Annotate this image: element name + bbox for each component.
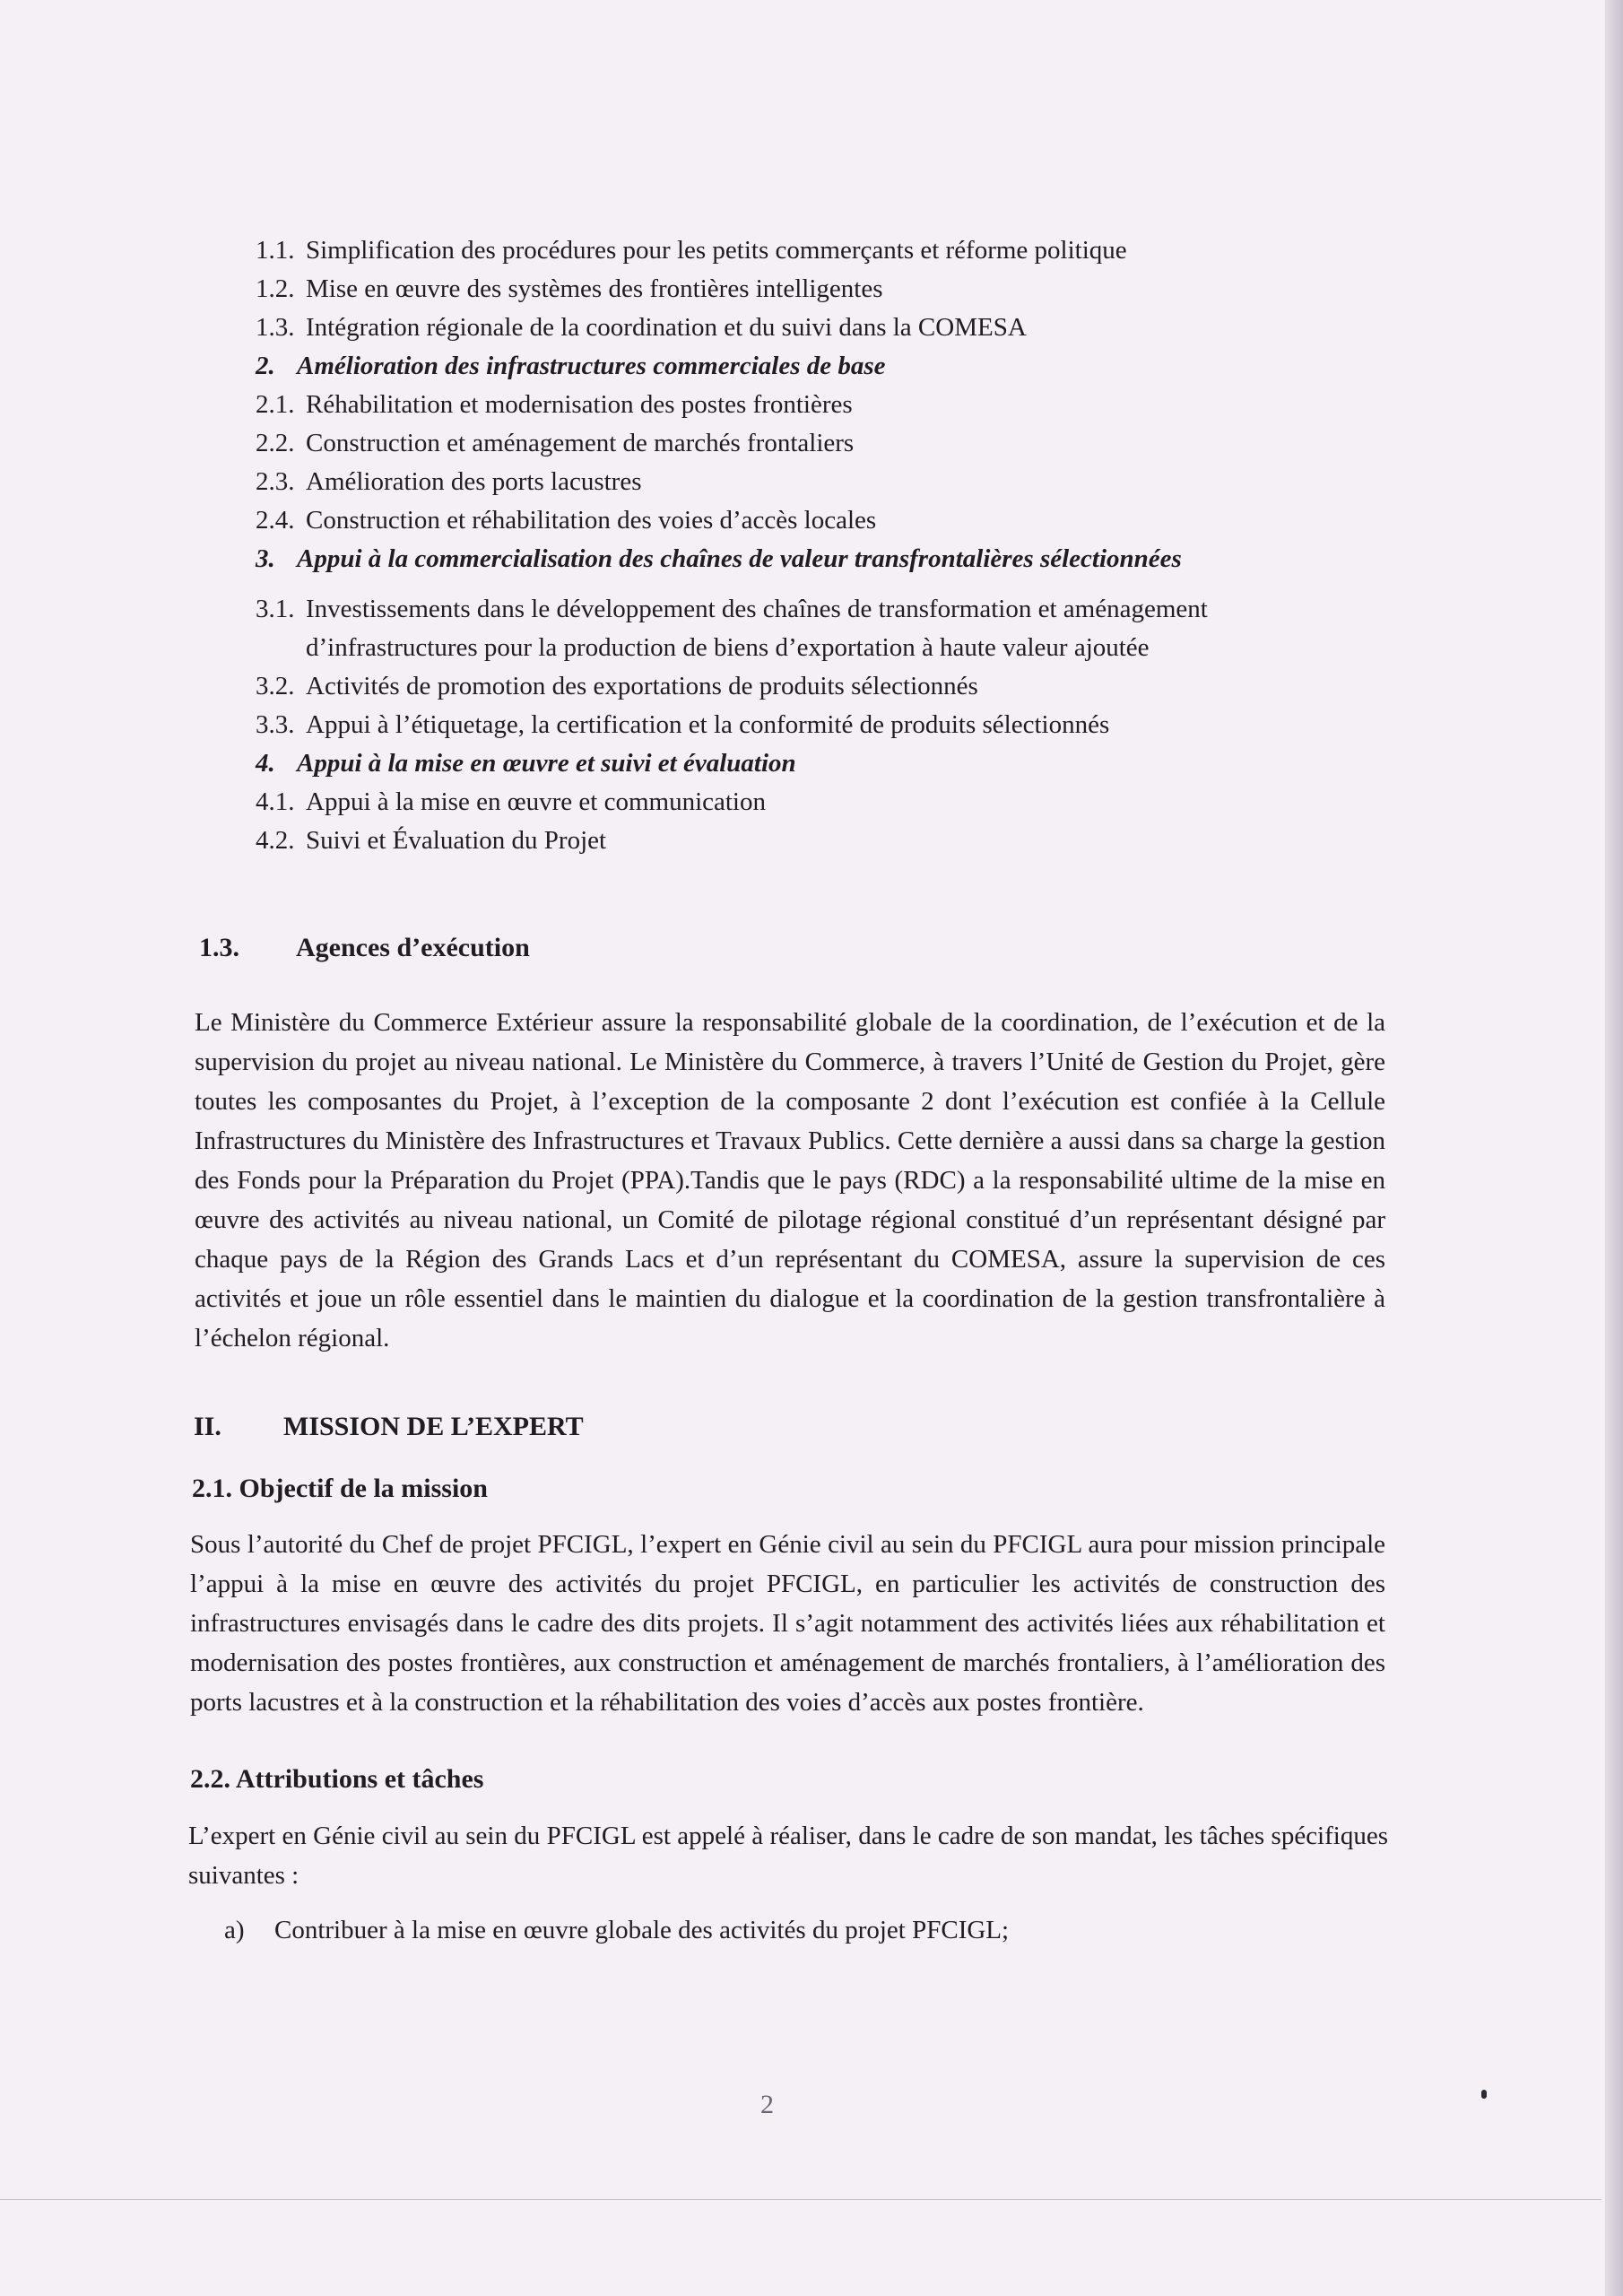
outline-item-continuation: d’infrastructures pour la production de biens d’exportation à haute valeur ajoutée xyxy=(306,633,1150,662)
outline-item: 3.1. Investissements dans le développement des chaînes de transformation et aménagement xyxy=(256,595,1208,623)
section-1-3-paragraph: Le Ministère du Commerce Extérieur assure la responsabilité globale de la coordination, de l’exécution et de la supervision du projet au niveau national. Le Ministère du Commerce, à travers l’Unité de Gestion du Projet, gère toutes les composantes du Projet, à l’exception de la composante 2 dont l’exécution est confiée à la Cellule Infrastructures du Ministère des Infrastructures et Travaux Publics. Cette dernière a aussi dans sa charge la gestion des Fonds pour la Préparation du Projet (PPA).Tandis que le pays (RDC) a la responsabilité ultime de la mise en œuvre des activités au niveau national, un Comité de pilotage régional constitué d’un représentant désigné par chaque pays de la Région des Grands Lacs et d’un représentant du COMESA, assure la supervision de ces activités et joue un rôle essentiel dans le maintien du dialogue et la coordination de la gestion transfrontalière à l’échelon régional. xyxy=(195,1008,1385,1352)
page-bottom-rule xyxy=(0,2199,1601,2200)
section-2-1-paragraph: Sous l’autorité du Chef de projet PFCIGL, l’expert en Génie civil au sein du PFCIGL aura pour mission principale l’appui à la mise en œuvre des activités du projet PFCIGL, en particulier les activités de construction des infrastructures envisagés dans le cadre des dits projets. Il s’agit notamment des activités liées aux réhabilitation et modernisation des postes frontières, aux construction et aménagement de marchés frontaliers, à l’amélioration des ports lacustres et à la construction et la réhabilitation des voies d’accès aux postes frontière. xyxy=(190,1530,1385,1717)
page-number: 2 xyxy=(760,2090,774,2119)
task-list-item: a) Contribuer à la mise en œuvre globale des activités du projet PFCIGL; xyxy=(224,1916,1010,1944)
outline-item: 4.1. Appui à la mise en œuvre et communication xyxy=(256,787,766,816)
section-2-2-paragraph: L’expert en Génie civil au sein du PFCIGL est appelé à réaliser, dans le cadre de son mandat, les tâches spécifiques suivantes : xyxy=(188,1822,1388,1890)
section-heading-II: II. MISSION DE L’EXPERT xyxy=(194,1412,584,1441)
outline-heading: 2. Amélioration des infrastructures commerciales de base xyxy=(256,352,886,380)
outline-heading: 4. Appui à la mise en œuvre et suivi et évaluation xyxy=(256,749,796,778)
outline-heading: 3. Appui à la commercialisation des chaînes de valeur transfrontalières sélectionnées xyxy=(256,544,1182,573)
outline-item: 1.2. Mise en œuvre des systèmes des frontières intelligentes xyxy=(256,274,883,303)
component-outline xyxy=(256,231,1385,860)
outline-item: 2.4. Construction et réhabilitation des voies d’accès locales xyxy=(256,506,877,535)
outline-item: 3.3. Appui à l’étiquetage, la certification et la conformité de produits sélectionnés xyxy=(256,710,1110,739)
outline-item: 1.3. Intégration régionale de la coordination et du suivi dans la COMESA xyxy=(256,313,1027,342)
section-heading-2-1: 2.1. Objectif de la mission xyxy=(192,1474,488,1503)
outline-item: 1.1. Simplification des procédures pour les petits commerçants et réforme politique xyxy=(256,236,1127,265)
outline-item: 4.2. Suivi et Évaluation du Projet xyxy=(256,826,607,855)
section-heading-2-2: 2.2. Attributions et tâches xyxy=(190,1764,484,1794)
outline-item: 2.1. Réhabilitation et modernisation des postes frontières xyxy=(256,390,853,419)
outline-item: 2.2. Construction et aménagement de marchés frontaliers xyxy=(256,429,855,457)
scan-speck xyxy=(1481,2090,1487,2099)
task-list xyxy=(224,1910,1009,1950)
outline-item: 2.3. Amélioration des ports lacustres xyxy=(256,467,642,496)
outline-item: 3.2. Activités de promotion des exportations de produits sélectionnés xyxy=(256,672,978,700)
page-edge-shadow xyxy=(1605,0,1623,2296)
section-heading-1-3: 1.3. Agences d’exécution xyxy=(199,933,530,962)
